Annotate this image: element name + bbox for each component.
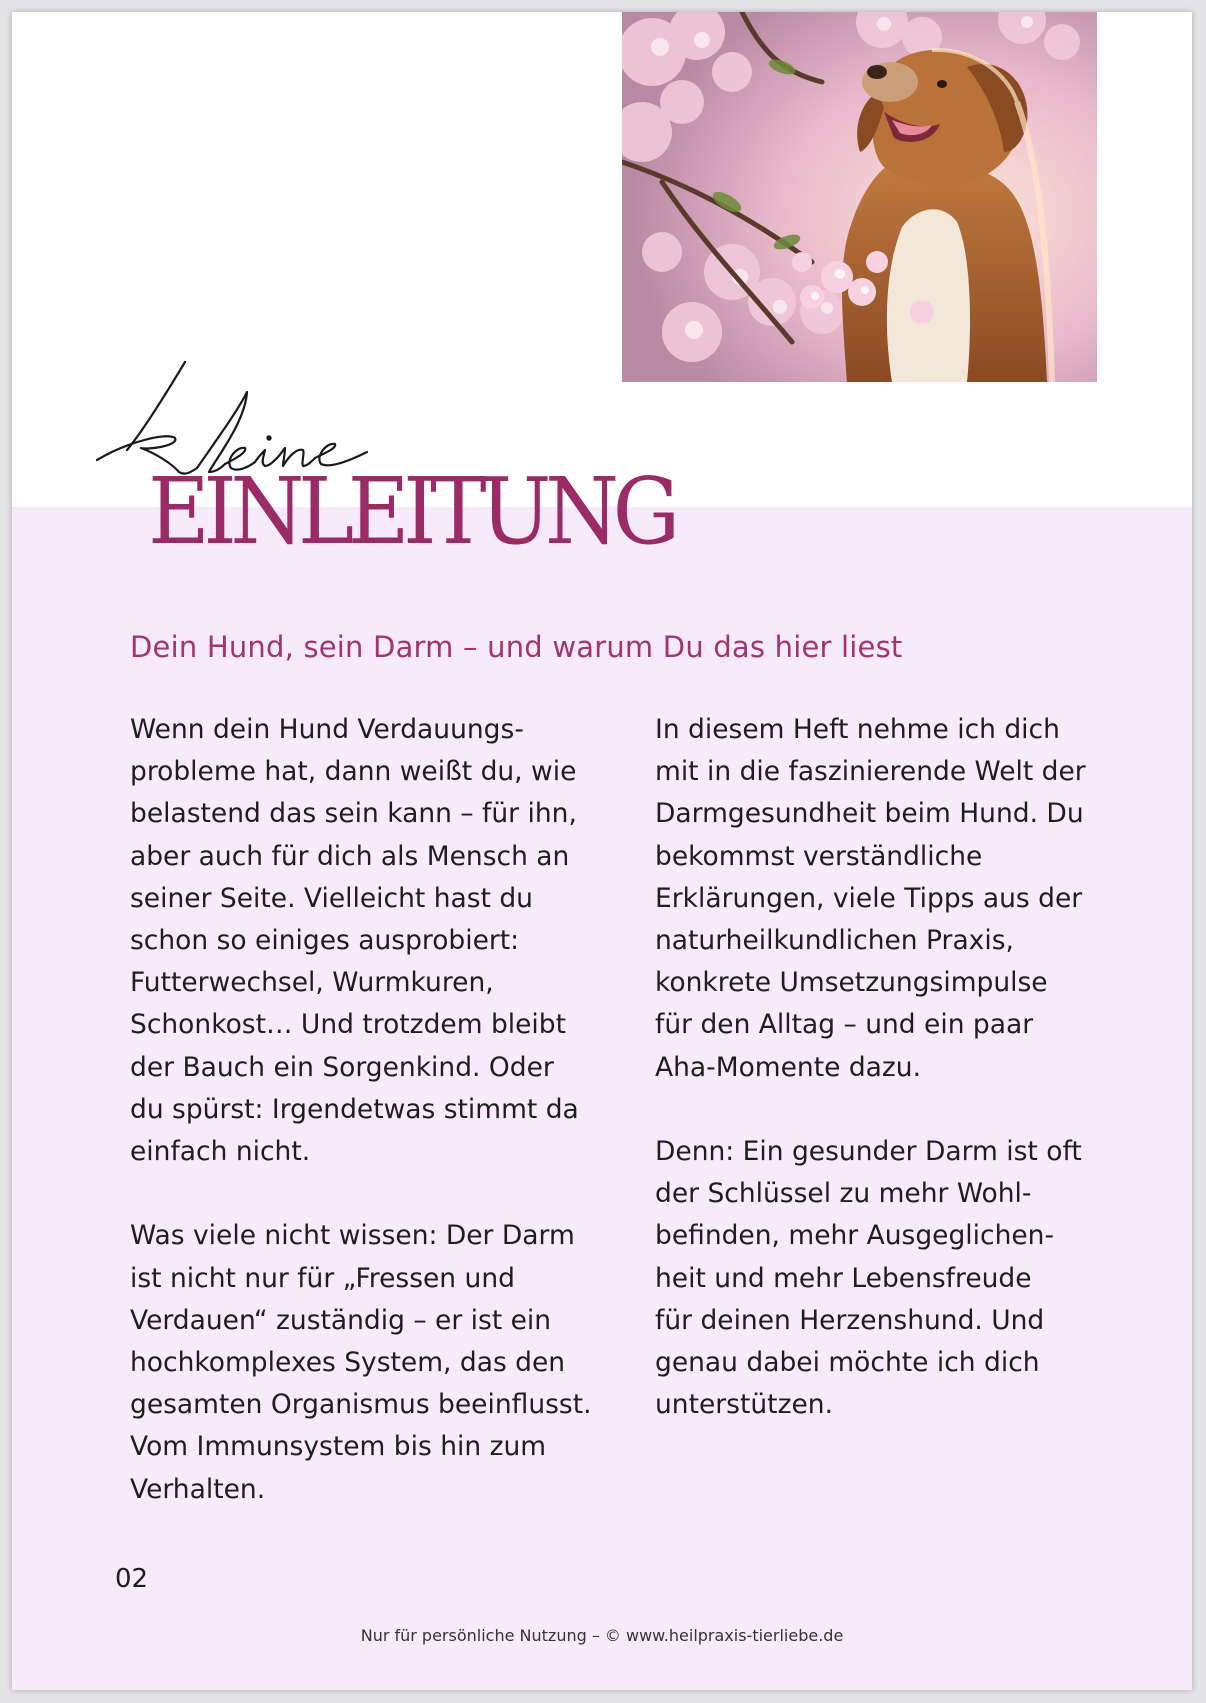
paragraph: In diesem Heft nehme ich dich mit in die faszinierende Welt der Darmgesundheit beim Hund. Du bekommst verständliche Erklärungen, viele Tipps aus der naturheilkundlichen Praxis, konkrete Umsetzungsimpulse für den Alltag – und ein paar Aha-Momente dazu. xyxy=(655,714,1086,1083)
dog-blossom-photo xyxy=(622,12,1097,382)
footer-copyright: Nur für persönliche Nutzung – © www.heilpraxis-tierliebe.de xyxy=(360,1626,844,1645)
paragraph: Denn: Ein gesunder Darm ist oft der Schlüssel zu mehr Wohl- befinden, mehr Ausgeglichen- heit und mehr Lebensfreude für deinen Herzenshund. Und genau dabei möchte ich dich unterstützen. xyxy=(655,1136,1082,1421)
text-column-right xyxy=(655,709,1125,1469)
paragraph: Was viele nicht wissen: Der Darm ist nicht nur für „Fressen und Verdauen“ zuständig – er ist ein hochkomplexes System, das den gesamten Organismus beeinflusst. Vom Immunsystem bis hin zum Verhalten. xyxy=(130,1220,592,1505)
page-title: EINLEITUNG xyxy=(148,458,674,565)
paragraph: Wenn dein Hund Verdauungs- probleme hat, dann weißt du, wie belastend das sein kann – für ihn, aber auch für dich als Mensch an seiner Seite. Vielleicht hast du schon so einiges ausprobiert: Futterwechsel, Wurmkuren, Schonkost… Und trotzdem bleibt der Bauch ein Sorgenkind. Oder du spürst: Irgendetwas stimmt da einfach nicht. xyxy=(130,714,579,1168)
document-page xyxy=(12,12,1192,1690)
section-subtitle: Dein Hund, sein Darm – und warum Du das hier liest xyxy=(130,630,903,664)
text-column-left xyxy=(130,709,620,1553)
page-number: 02 xyxy=(115,1564,149,1594)
